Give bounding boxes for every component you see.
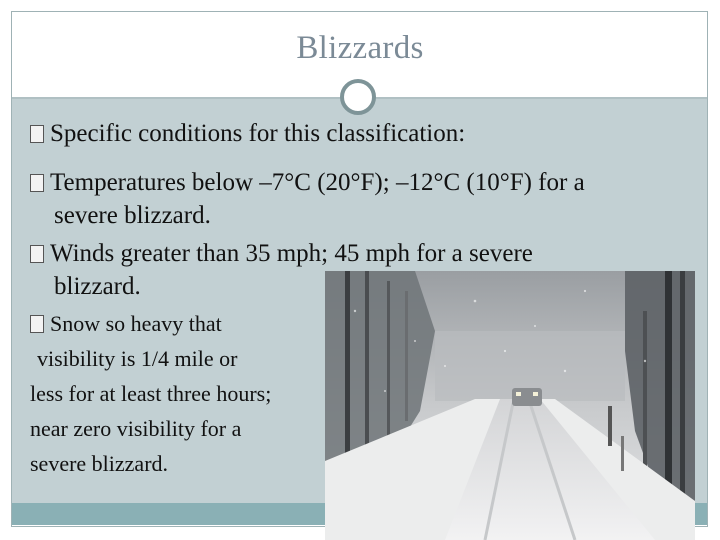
slide-title: Blizzards xyxy=(296,30,424,66)
bullet-text-line: near zero visibility for a xyxy=(30,416,242,441)
bullet-text-line: severe blizzard. xyxy=(30,451,169,476)
bullet-text: Snow so heavy that xyxy=(50,311,222,336)
bullet-marker-icon xyxy=(30,315,44,333)
bullet-marker-icon xyxy=(30,245,44,263)
bullet-text-line: less for at least three hours; xyxy=(30,381,272,406)
bullet-marker-icon xyxy=(30,174,44,192)
bullet-text-continued: blizzard. xyxy=(54,273,141,300)
bullet-text: Winds greater than 35 mph; 45 mph for a severe xyxy=(50,240,533,267)
bullet-text: Temperatures below –7°C (20°F); –12°C (10°F) for a xyxy=(50,169,585,196)
bullet-conditions xyxy=(30,120,465,148)
snowy-road-photo xyxy=(325,271,695,540)
bullet-winds xyxy=(30,237,700,303)
bullet-temperatures xyxy=(30,166,700,232)
bullet-text-line: visibility is 1/4 mile or xyxy=(37,346,238,371)
bullet-marker-icon xyxy=(30,125,44,143)
circle-ornament-icon xyxy=(340,79,376,115)
bullet-text: Specific conditions for this classification: xyxy=(50,120,466,147)
bullet-visibility xyxy=(30,306,330,481)
bullet-text-continued: severe blizzard. xyxy=(54,202,211,229)
